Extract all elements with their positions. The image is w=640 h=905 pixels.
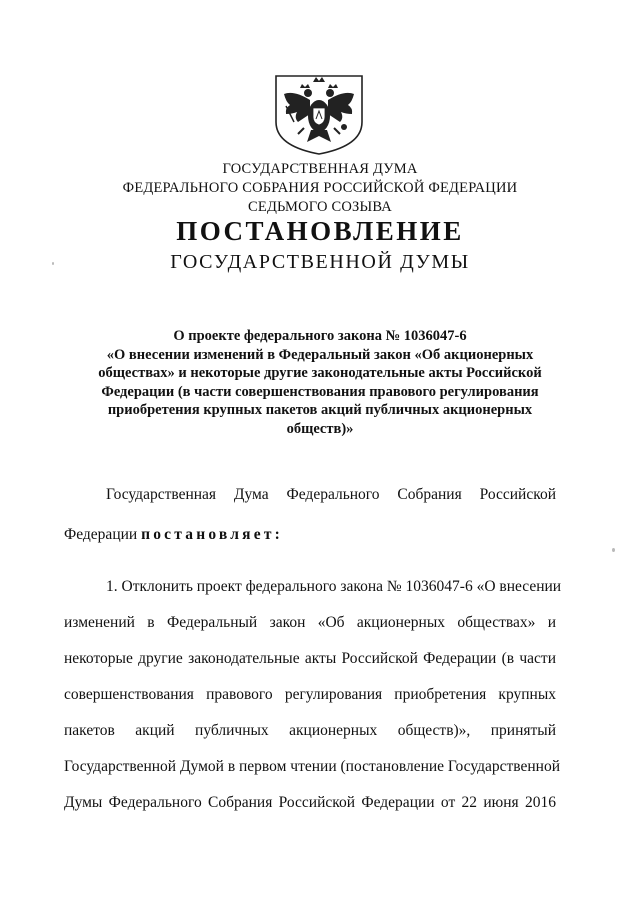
clause-line: Думы Федерального Собрания Российской Федерации от 22 июня 2016 bbox=[64, 794, 556, 811]
clause-line: изменений в Федеральный закон «Об акционерных обществах» и bbox=[64, 614, 556, 631]
clause-line: некоторые другие законодательные акты Российской Федерации (в части bbox=[64, 650, 556, 667]
preamble-line bbox=[64, 526, 556, 544]
document-subtitle: ГОСУДАРСТВЕННОЙ ДУМЫ bbox=[170, 251, 470, 273]
document-title: ПОСТАНОВЛЕНИЕ bbox=[176, 216, 464, 246]
bill-title-line: «О внесении изменений в Федеральный закон «Об акционерных bbox=[106, 346, 534, 363]
header-line: ГОСУДАРСТВЕННАЯ ДУМА bbox=[222, 161, 418, 177]
clause-line: совершенствования правового регулирования приобретения крупных bbox=[64, 686, 556, 703]
preamble-line: Государственная Дума Федерального Собрания Российской bbox=[106, 486, 556, 503]
bill-title-line: О проекте федерального закона № 1036047-6 bbox=[173, 328, 467, 344]
header-line: ФЕДЕРАЛЬНОГО СОБРАНИЯ РОССИЙСКОЙ ФЕДЕРАЦИИ bbox=[122, 180, 518, 196]
coat-of-arms-emblem bbox=[264, 72, 374, 156]
bill-title-line: обществ)» bbox=[286, 420, 354, 437]
header-line: СЕДЬМОГО СОЗЫВА bbox=[248, 199, 392, 215]
bill-title-line: обществах» и некоторые другие законодательные акты Российской bbox=[98, 365, 542, 381]
clause-line: пакетов акций публичных акционерных обществ)», принятый bbox=[64, 722, 556, 739]
scan-mark bbox=[52, 262, 54, 265]
clause-line: 1. Отклонить проект федерального закона № 1036047-6 «О внесении bbox=[106, 578, 562, 595]
clause-line: Государственной Думой в первом чтении (постановление Государственной bbox=[64, 758, 561, 775]
bill-title-line: Федерации (в части совершенствования правового регулирования bbox=[101, 383, 539, 400]
bill-title-line: приобретения крупных пакетов акций публичных акционерных bbox=[107, 402, 533, 418]
issuing-authority-header bbox=[0, 160, 640, 217]
scan-mark bbox=[612, 548, 615, 552]
preamble-resolves-emphasis: постановляет: bbox=[141, 526, 283, 543]
preamble-prefix: Федерации bbox=[64, 526, 138, 543]
bill-title bbox=[70, 327, 570, 438]
